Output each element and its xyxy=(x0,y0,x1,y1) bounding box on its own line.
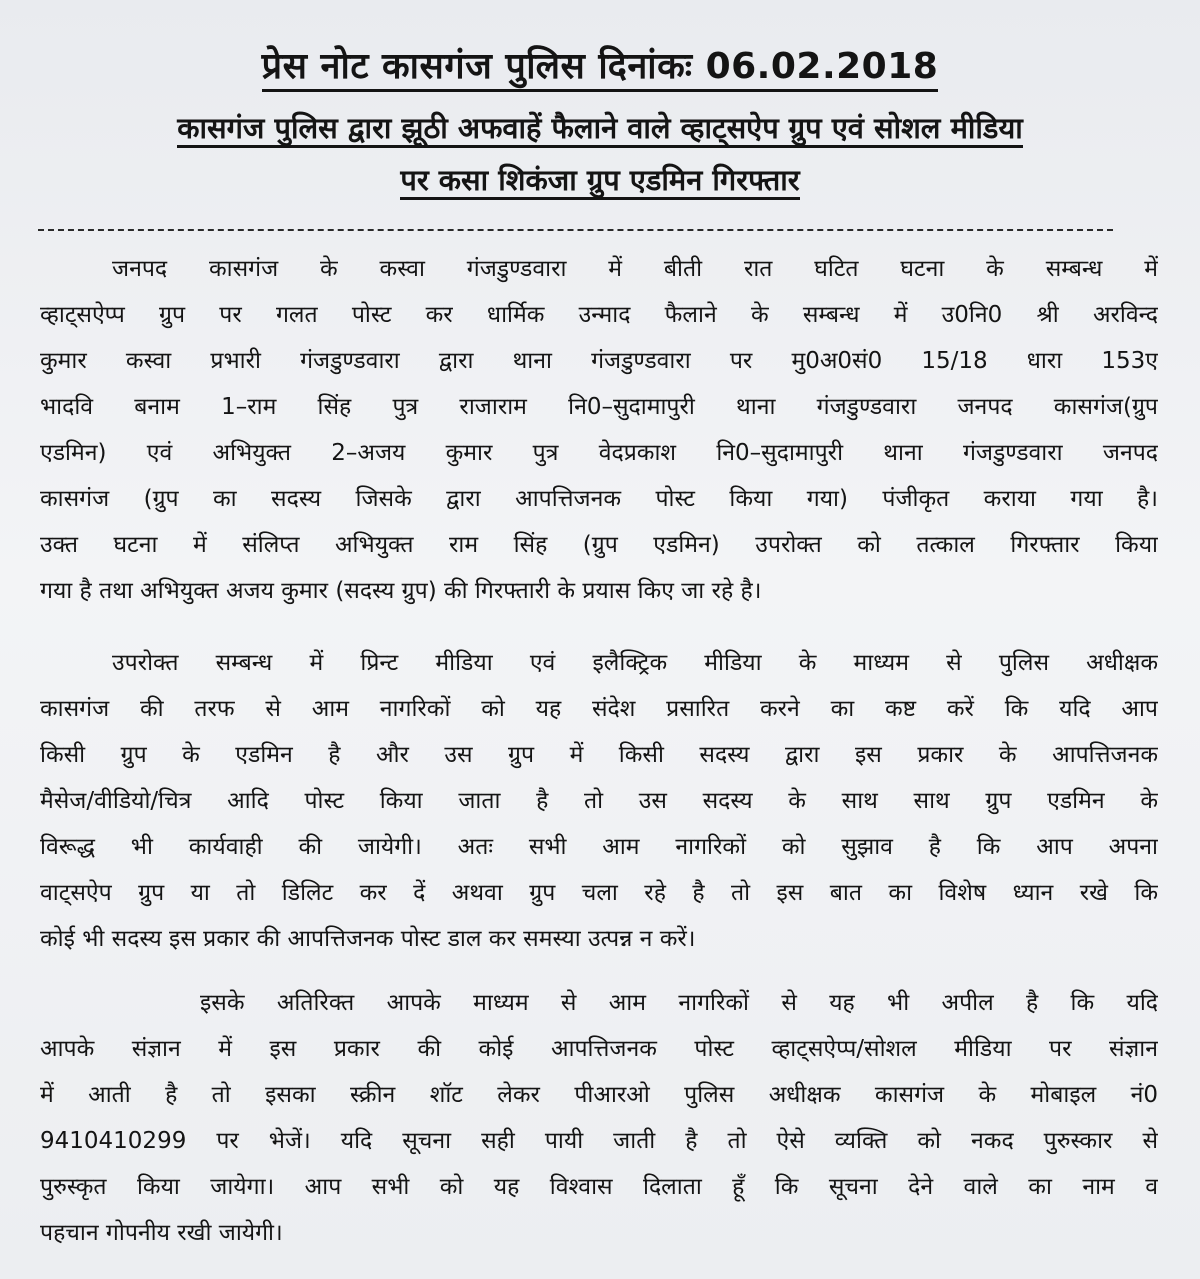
paragraph-line: किसी ग्रुप के एडमिन है और उस ग्रुप में किसी सदस्य द्वारा इस प्रकार के आपत्तिजनक xyxy=(40,742,1158,768)
paragraph-line: आपके संज्ञान में इस प्रकार की कोई आपत्तिजनक पोस्ट व्हाट्सऐप्प/सोशल मीडिया पर संज्ञान xyxy=(40,1036,1158,1062)
paragraph-line: कोई भी सदस्य इस प्रकार की आपत्तिजनक पोस्ट डाल कर समस्या उत्पन्न न करें। xyxy=(40,926,696,952)
headline-line-2 xyxy=(0,160,1200,199)
dashed-divider xyxy=(38,229,1113,231)
paragraph-3 xyxy=(40,980,1158,1256)
paragraph-line: उक्त घटना में संलिप्त अभियुक्त राम सिंह (ग्रुप एडमिन) उपरोक्त को तत्काल गिरफ्तार किया xyxy=(40,532,1158,558)
paragraph-line: व्हाट्सऐप्प ग्रुप पर गलत पोस्ट कर धार्मिक उन्माद फैलाने के सम्बन्ध में उ0नि0 श्री अरविन्द xyxy=(40,302,1158,328)
headline-line-2-text: पर कसा शिकंजा ग्रुप एडमिन गिरफ्तार xyxy=(400,163,799,200)
paragraph-line: कुमार कस्वा प्रभारी गंजडुण्डवारा द्वारा थाना गंजडुण्डवारा पर मु0अ0सं0 15/18 धारा 153ए xyxy=(40,348,1158,374)
paragraph-line: उपरोक्त सम्बन्ध में प्रिन्ट मीडिया एवं इलैक्ट्रिक मीडिया के माध्यम से पुलिस अधीक्षक xyxy=(112,650,1158,676)
paragraph-line: गया है तथा अभियुक्त अजय कुमार (सदस्य ग्रुप) की गिरफ्तारी के प्रयास किए जा रहे है। xyxy=(40,578,762,604)
paragraph-line: में आती है तो इसका स्क्रीन शॉट लेकर पीआरओ पुलिस अधीक्षक कासगंज के मोबाइल नं0 xyxy=(40,1082,1158,1108)
paragraph-line: जनपद कासगंज के कस्वा गंजडुण्डवारा में बीती रात घटित घटना के सम्बन्ध में xyxy=(112,256,1158,282)
paragraph-line: कासगंज (ग्रुप का सदस्य जिसके द्वारा आपत्तिजनक पोस्ट किया गया) पंजीकृत कराया गया है। xyxy=(40,486,1158,512)
paragraph-line: 9410410299 पर भेजें। यदि सूचना सही पायी जाती है तो ऐसे व्यक्ति को नकद पुरुस्कार से xyxy=(40,1128,1158,1154)
paragraph-line: पुरुस्कृत किया जायेगा। आप सभी को यह विश्वास दिलाता हूँ कि सूचना देने वाले का नाम व xyxy=(40,1174,1158,1200)
paragraph-line: विरूद्ध भी कार्यवाही की जायेगी। अतः सभी आम नागरिकों को सुझाव है कि आप अपना xyxy=(40,834,1158,860)
paragraph-2 xyxy=(40,640,1158,962)
headline-line-1-text: कासगंज पुलिस द्वारा झूठी अफवाहें फैलाने वाले व्हाट्सऐप ग्रुप एवं सोशल मीडिया xyxy=(177,111,1023,148)
paragraph-line: एडमिन) एवं अभियुक्त 2–अजय कुमार पुत्र वेदप्रकाश नि0–सुदामापुरी थाना गंजडुण्डवारा जनपद xyxy=(40,440,1158,466)
page-title xyxy=(0,40,1200,89)
headline-line-1 xyxy=(0,108,1200,147)
paragraph-line: वाट्सऐप ग्रुप या तो डिलिट कर दें अथवा ग्रुप चला रहे है तो इस बात का विशेष ध्यान रखे कि xyxy=(40,880,1158,906)
paragraph-line: कासगंज की तरफ से आम नागरिकों को यह संदेश प्रसारित करने का कष्ट करें कि यदि आप xyxy=(40,696,1158,722)
paragraph-line: भादवि बनाम 1–राम सिंह पुत्र राजाराम नि0–सुदामापुरी थाना गंजडुण्डवारा जनपद कासगंज(ग्रुप xyxy=(40,394,1158,420)
title-text: प्रेस नोट कासगंज पुलिस दिनांकः 06.02.2018 xyxy=(262,46,939,92)
paragraph-line: इसके अतिरिक्त आपके माध्यम से आम नागरिकों से यह भी अपील है कि यदि xyxy=(200,990,1158,1016)
paragraph-line: मैसेज/वीडियो/चित्र आदि पोस्ट किया जाता है तो उस सदस्य के साथ साथ ग्रुप एडमिन के xyxy=(40,788,1158,814)
paragraph-line: पहचान गोपनीय रखी जायेगी। xyxy=(40,1220,283,1246)
paragraph-1 xyxy=(40,246,1158,614)
